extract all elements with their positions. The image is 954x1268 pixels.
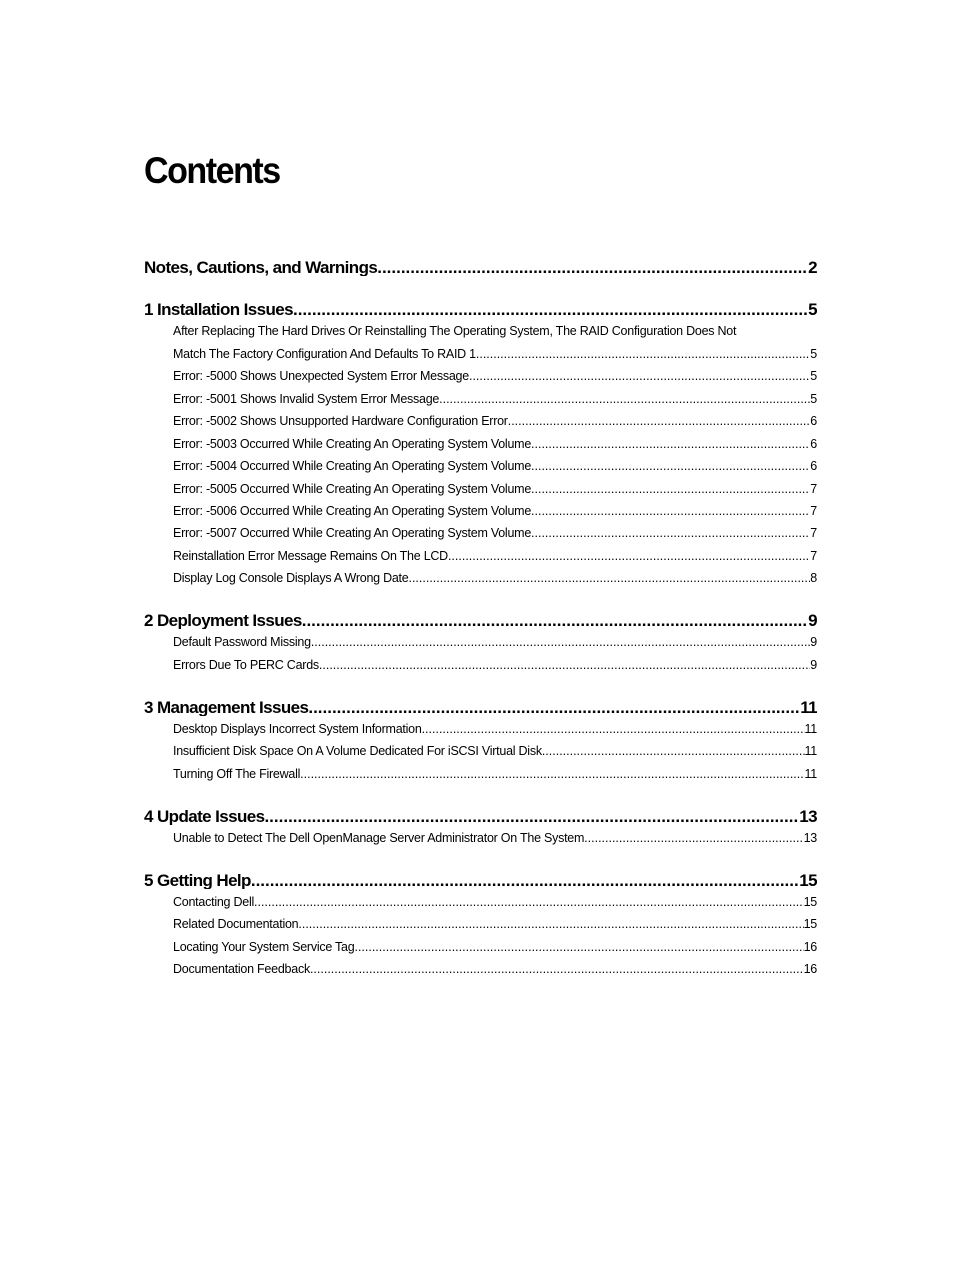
toc-entry-page: 7 — [810, 505, 817, 518]
leader-dots — [354, 941, 803, 954]
toc-entry-page: 9 — [810, 659, 817, 672]
leader-dots — [293, 301, 808, 318]
toc-entry[interactable] — [173, 370, 817, 383]
toc-entry-title: Error: -5007 Occurred While Creating An Operating System Volume — [173, 527, 532, 540]
toc-entry-page: 13 — [799, 808, 817, 825]
leader-dots — [531, 505, 810, 518]
leader-dots — [448, 550, 810, 563]
leader-dots — [319, 659, 810, 672]
toc-entry-page: 16 — [803, 963, 817, 976]
leader-dots — [408, 572, 810, 585]
toc-entry[interactable] — [173, 636, 817, 649]
toc-entry[interactable] — [173, 832, 817, 845]
toc-entry-page: 11 — [804, 768, 817, 781]
toc-entry[interactable] — [173, 415, 817, 428]
leader-dots — [310, 963, 804, 976]
toc-entry[interactable] — [173, 896, 817, 909]
toc-entry-title: 5 Getting Help — [144, 872, 251, 889]
toc-entry[interactable] — [173, 348, 817, 361]
toc-entry[interactable] — [173, 963, 817, 976]
toc-entry-title: Error: -5006 Occurred While Creating An Operating System Volume — [173, 505, 532, 518]
toc-entry-page: 9 — [810, 636, 817, 649]
toc-entry[interactable] — [173, 918, 817, 931]
toc-entry-title: 2 Deployment Issues — [144, 612, 302, 629]
leader-dots — [300, 768, 804, 781]
leader-dots — [377, 259, 808, 276]
leader-dots — [584, 832, 803, 845]
toc-entry-title: Notes, Cautions, and Warnings — [144, 259, 378, 276]
toc-entry-page: 11 — [804, 723, 817, 736]
toc-entry-title: Insufficient Disk Space On A Volume Dedicated For iSCSI Virtual Disk — [173, 745, 542, 758]
toc-entry[interactable] — [173, 768, 817, 781]
toc-entry-title: Locating Your System Service Tag — [173, 941, 355, 954]
toc-entry[interactable] — [173, 723, 817, 736]
toc-entry-title-line[interactable]: After Replacing The Hard Drives Or Reinstalling The Operating System, The RAID Configuration Does Not — [173, 324, 737, 338]
leader-dots — [469, 370, 810, 383]
toc-entry-page: 5 — [810, 370, 817, 383]
toc-entry-title: Contacting Dell — [173, 896, 255, 909]
toc-entry[interactable] — [173, 550, 817, 563]
toc-entry-title: Error: -5004 Occurred While Creating An Operating System Volume — [173, 460, 532, 473]
toc-entry-page: 15 — [803, 918, 817, 931]
toc-entry[interactable] — [173, 527, 817, 540]
toc-entry-title: Unable to Detect The Dell OpenManage Server Administrator On The System — [173, 832, 585, 845]
toc-entry[interactable] — [144, 808, 817, 825]
toc-entry[interactable] — [144, 699, 817, 716]
toc-entry[interactable] — [144, 872, 817, 889]
toc-entry[interactable] — [144, 612, 817, 629]
leader-dots — [308, 699, 800, 716]
leader-dots — [531, 483, 810, 496]
toc-entry-page: 2 — [808, 259, 817, 276]
toc-entry[interactable] — [144, 259, 817, 276]
toc-entry[interactable] — [173, 483, 817, 496]
toc-entry-title: Match The Factory Configuration And Defaults To RAID 1 — [173, 348, 476, 361]
leader-dots — [476, 348, 810, 361]
toc-entry-page: 7 — [810, 527, 817, 540]
toc-entry-title: Error: -5003 Occurred While Creating An Operating System Volume — [173, 438, 532, 451]
toc-entry-title: Related Documentation — [173, 918, 299, 931]
leader-dots — [251, 872, 799, 889]
toc-entry-page: 9 — [808, 612, 817, 629]
leader-dots — [422, 723, 805, 736]
toc-entry-title: 4 Update Issues — [144, 808, 265, 825]
leader-dots — [302, 612, 808, 629]
toc-entry-page: 5 — [808, 301, 817, 318]
leader-dots — [542, 745, 805, 758]
toc-entry[interactable] — [173, 438, 817, 451]
toc-entry-page: 6 — [810, 415, 817, 428]
leader-dots — [439, 393, 810, 406]
toc-entry[interactable] — [173, 393, 817, 406]
toc-entry[interactable] — [173, 659, 817, 672]
leader-dots — [254, 896, 804, 909]
toc-entry-title: Error: -5001 Shows Invalid System Error Message — [173, 393, 440, 406]
leader-dots — [531, 438, 810, 451]
toc-entry-page: 7 — [810, 483, 817, 496]
leader-dots — [298, 918, 803, 931]
leader-dots — [508, 415, 811, 428]
toc-entry[interactable] — [173, 572, 817, 585]
leader-dots — [264, 808, 799, 825]
toc-entry-page: 6 — [810, 460, 817, 473]
toc-entry-title: 3 Management Issues — [144, 699, 309, 716]
leader-dots — [311, 636, 810, 649]
toc-entry-title: Default Password Missing — [173, 636, 311, 649]
toc-entry-page: 7 — [810, 550, 817, 563]
toc-entry-title: Errors Due To PERC Cards — [173, 659, 319, 672]
leader-dots — [531, 460, 810, 473]
toc-entry-title: Error: -5005 Occurred While Creating An Operating System Volume — [173, 483, 532, 496]
toc-entry-page: 8 — [810, 572, 817, 585]
toc-entry-page: 13 — [803, 832, 817, 845]
toc-entry-page: 5 — [810, 393, 817, 406]
toc-entry-title: Reinstallation Error Message Remains On The LCD — [173, 550, 448, 563]
leader-dots — [531, 527, 810, 540]
toc-entry-page: 15 — [803, 896, 817, 909]
toc-entry[interactable] — [173, 941, 817, 954]
toc-entry-title: Desktop Displays Incorrect System Information — [173, 723, 422, 736]
toc-entry-title: Display Log Console Displays A Wrong Date — [173, 572, 409, 585]
toc-entry[interactable] — [173, 460, 817, 473]
toc-entry-page: 5 — [810, 348, 817, 361]
toc-entry-title: 1 Installation Issues — [144, 301, 293, 318]
page-title: Contents — [144, 150, 280, 191]
toc-entry[interactable] — [144, 301, 817, 318]
toc-entry-title: Turning Off The Firewall — [173, 768, 301, 781]
toc-entry-page: 6 — [810, 438, 817, 451]
toc-entry-title: Documentation Feedback — [173, 963, 310, 976]
toc-entry[interactable] — [173, 505, 817, 518]
toc-entry-title: Error: -5000 Shows Unexpected System Error Message — [173, 370, 469, 383]
toc-entry-page: 16 — [803, 941, 817, 954]
toc-entry-page: 11 — [800, 699, 817, 716]
toc-entry-page: 11 — [804, 745, 817, 758]
toc-entry[interactable] — [173, 745, 817, 758]
toc-entry-page: 15 — [799, 872, 817, 889]
toc-entry-title: Error: -5002 Shows Unsupported Hardware Configuration Error — [173, 415, 508, 428]
